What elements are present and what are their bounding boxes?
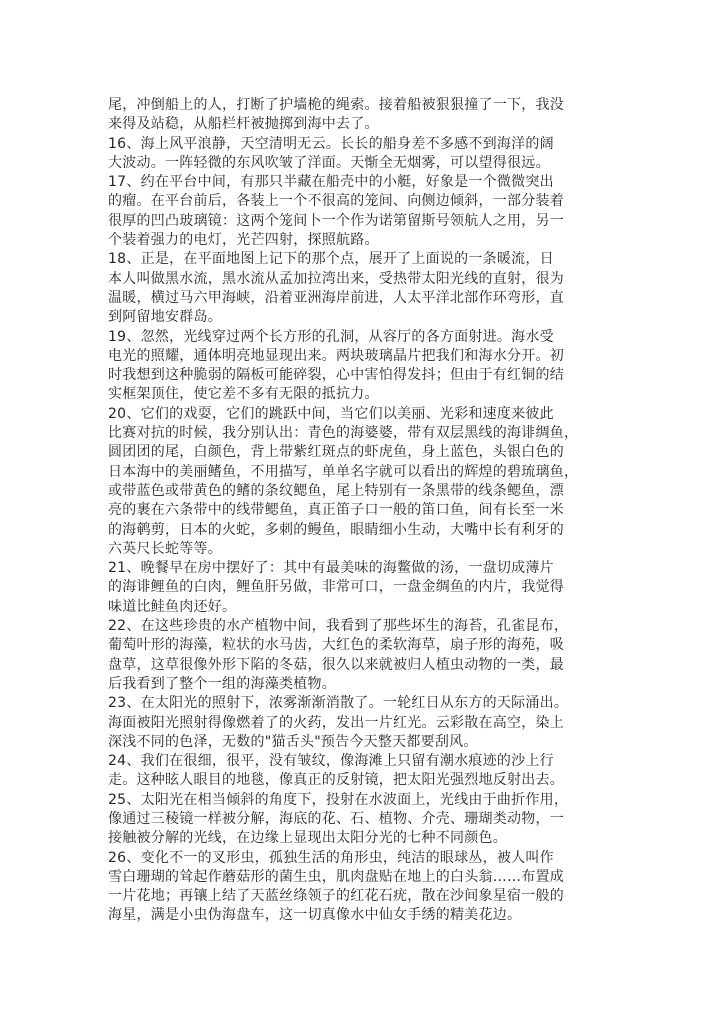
text-line: 日本海中的美丽鳍鱼，不用描写，单单名字就可以看出的辉煌的碧琉璃鱼， bbox=[108, 463, 579, 480]
text-line: 16、海上风平浪静，天空清明无云。长长的船身差不多感不到海洋的阔 bbox=[108, 135, 554, 152]
text-line: 23、在太阳光的照射下，浓雾渐渐消散了。一轮红日从东方的天际涌出。 bbox=[108, 695, 569, 712]
text-line: 盘草，这草很像外形下陷的冬菇，很久以来就被归人植虫动物的一类，最 bbox=[108, 656, 564, 673]
text-line: 26、变化不一的叉形虫，孤独生活的角形虫，纯洁的眼球丛，被人叫作 bbox=[108, 849, 554, 866]
text-line: 电光的照耀，通体明亮地显现出来。两块玻璃晶片把我们和海水分开。初 bbox=[108, 347, 564, 364]
text-line: 来得及站稳，从船栏杆被抛掷到海中去了。 bbox=[108, 116, 379, 133]
text-line: 尾，冲倒船上的人，打断了护墙桅的绳索。接着船被狠狠撞了一下，我没 bbox=[108, 97, 564, 113]
text-line: 的瘤。在平台前后，各装上一个不很高的笼间、向侧边倾斜，一部分装着 bbox=[108, 193, 564, 210]
text-line: 味道比鲑鱼肉还好。 bbox=[108, 598, 237, 615]
text-line: 温暖，横过马六甲海峡，沿着亚洲海岸前进，人太平洋北部作环弯形，直 bbox=[108, 289, 564, 306]
text-line: 海星，满是小虫伪海盘车，这一切真像水中仙女手绣的精美花边。 bbox=[108, 907, 522, 924]
text-line: 很厚的凹凸玻璃镜：这两个笼间卜一个作为诺第留斯号领航人之用，另一 bbox=[108, 212, 564, 229]
text-line: 雪白珊瑚的耸起作蘑菇形的菌生虫，肌肉盘贴在地上的白头翁……布置成 bbox=[108, 868, 564, 885]
text-line: 时我想到这种脆弱的隔板可能碎裂，心中害怕得发抖；但由于有红铜的结 bbox=[108, 367, 564, 384]
document-body bbox=[108, 96, 620, 926]
text-line: 像通过三稜镜一样被分解，海底的花、石、植物、介壳、珊瑚类动物，一 bbox=[108, 810, 564, 827]
text-line: 海面被阳光照射得像燃着了的火药，发出一片红光。云彩散在高空，染上 bbox=[108, 714, 564, 731]
text-line: 亮的裹在六条带中的线带鳃鱼，真正笛子口一般的笛口鱼，间有长至一米 bbox=[108, 502, 564, 519]
text-line: 的海诽鲤鱼的白肉，鲤鱼肝另做，非常可口，一盘金绸鱼的内片，我觉得 bbox=[108, 579, 564, 596]
text-line: 或带蓝色或带黄色的鳍的条纹鳃鱼，尾上特别有一条黑带的线条鳃鱼，漂 bbox=[108, 482, 564, 499]
text-line: 到阿留地安群岛。 bbox=[108, 309, 222, 326]
text-line: 大波动。一阵轻微的东风吹皱了洋面。天惭全无烟雾，可以望得很远。 bbox=[108, 154, 550, 171]
text-line: 圆团团的尾，白颜色，背上带紫红斑点的虾虎鱼，身上蓝色，头银白色的 bbox=[108, 444, 564, 461]
text-line: 24、我们在很细，很平，没有皱纹，像海滩上只留有潮水痕迹的沙上行 bbox=[108, 753, 554, 770]
text-line: 六英尺长蛇等等。 bbox=[108, 540, 222, 557]
text-line: 后我看到了整个一组的海藻类植物。 bbox=[108, 675, 336, 692]
text-line: 比赛对抗的时候，我分别认出：青色的海婆婆，带有双层黑线的海诽绸鱼， bbox=[108, 425, 579, 442]
text-line: 接触被分解的光线，在边缘上显现出太阳分光的七种不同颜色。 bbox=[108, 830, 507, 847]
text-line: 葡萄叶形的海藻，粒状的水马齿，大红色的柔软海草，扇子形的海苑，吸 bbox=[108, 637, 564, 654]
text-line: 19、忽然，光线穿过两个长方形的孔洞，从容厅的各方面射进。海水受 bbox=[108, 328, 554, 345]
text-line: 25、太阳光在相当倾斜的角度下，投射在水波面上，光线由于曲折作用， bbox=[108, 791, 569, 808]
text-line: 实框架顶住，使它差不多有无限的抵抗力。 bbox=[108, 386, 379, 403]
text-line: 一片花地；再镶上结了天蓝丝绦领子的红花石疣，散在沙间象星宿一般的 bbox=[108, 888, 564, 905]
text-line: 深浅不同的色泽，无数的"猫舌头"预告今天整天都要刮风。 bbox=[108, 733, 478, 750]
text-line: 20、它们的戏耍，它们的跳跃中间，当它们以美丽、光彩和速度来彼此 bbox=[108, 405, 554, 422]
text-line: 的海鹌剪，日本的火蛇，多刺的鳗鱼，眼睛细小生动，大嘴中长有利牙的 bbox=[108, 521, 564, 538]
text-line: 22、在这些珍贵的水产植物中间，我看到了那些坏生的海苔，孔雀昆布， bbox=[108, 618, 569, 635]
text-line: 17、约在平台中间，有那只半藏在船壳中的小艇，好象是一个微微突出 bbox=[108, 174, 554, 191]
text-line: 本人叫做黑水流，黑水流从孟加拉湾出来，受热带太阳光线的直射，很为 bbox=[108, 270, 564, 287]
text-line: 18、正是，在平面地图上记下的那个点，展开了上面说的一条暖流，日 bbox=[108, 251, 554, 268]
text-line: 走。这种眩人眼目的地毯，像真正的反射镜，把太阳光强烈地反射出去。 bbox=[108, 772, 564, 789]
text-line: 个装着强力的电灯，光芒四射，探照航路。 bbox=[108, 232, 379, 249]
text-line: 21、晚餐早在房中摆好了：其中有最美味的海鳖做的汤，一盘切成薄片 bbox=[108, 560, 554, 577]
